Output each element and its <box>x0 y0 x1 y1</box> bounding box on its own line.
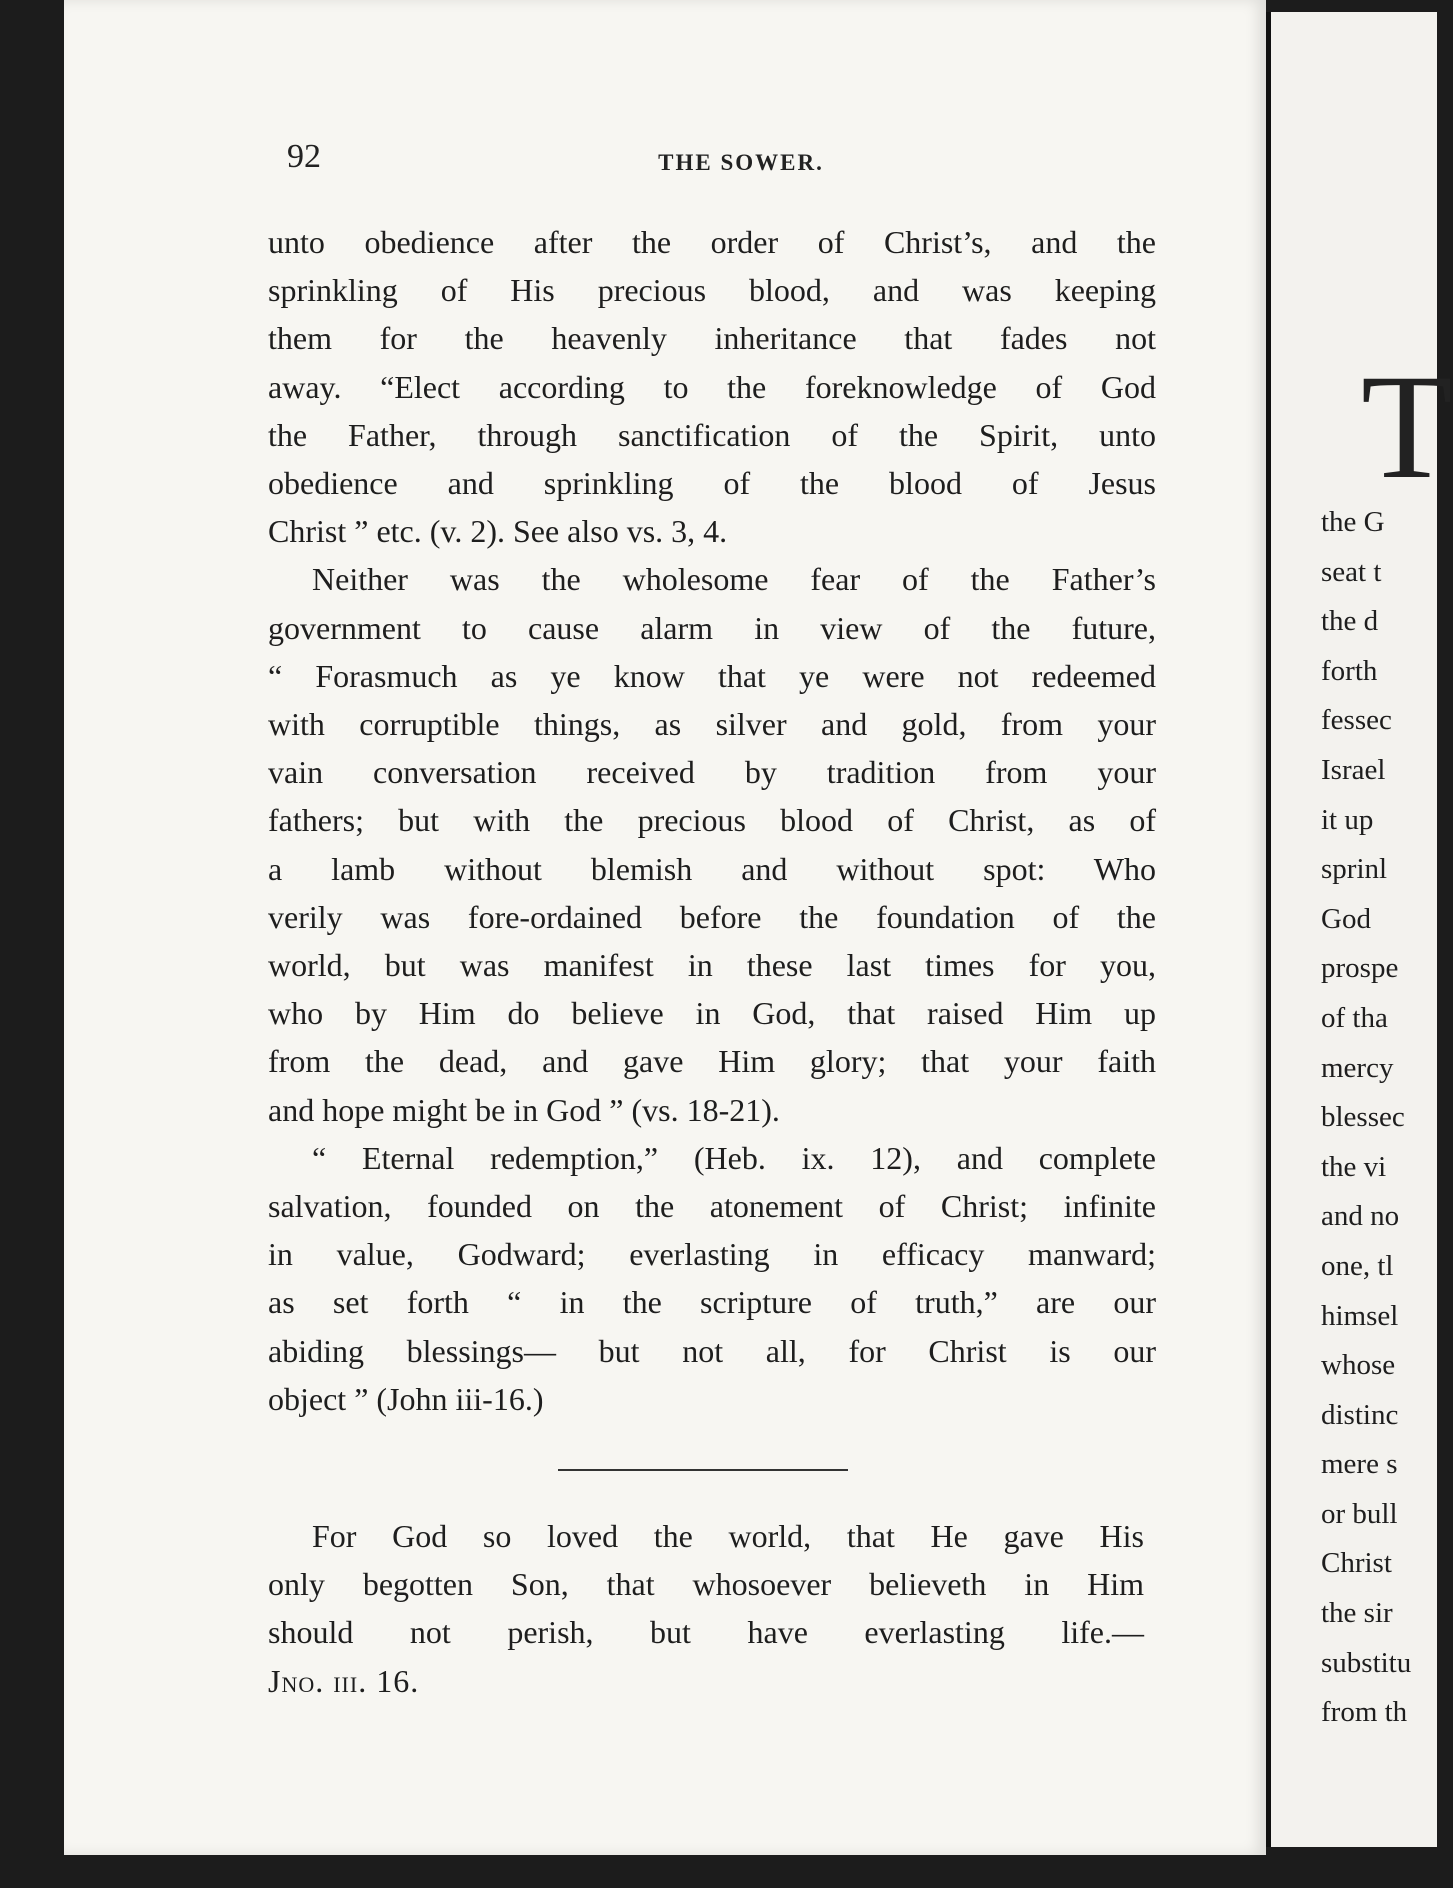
paragraph <box>268 555 1156 1133</box>
text-fragment: forth <box>1321 654 1378 687</box>
text-line: a lamb without blemish and without spot: Who <box>268 850 1156 887</box>
text-fragment: or bull <box>1321 1497 1398 1530</box>
text-fragment: it up <box>1321 803 1374 836</box>
text-line: who by Him do believe in God, that raised Him up <box>268 995 1156 1032</box>
text-fragment: mercy <box>1321 1051 1394 1084</box>
verse-line: should not perish, but have everlasting life.— <box>268 1614 1144 1651</box>
text-line: away. “Elect according to the foreknowledge of God <box>268 368 1156 405</box>
text-fragment: sprinl <box>1321 853 1388 886</box>
text-line: world, but was manifest in these last times for you, <box>268 947 1156 984</box>
text-fragment: and no <box>1321 1200 1400 1233</box>
text-line: salvation, founded on the atonement of Christ; infinite <box>268 1188 1156 1225</box>
text-fragment: mere s <box>1321 1448 1398 1481</box>
text-fragment: one, tl <box>1321 1249 1394 1282</box>
text-line: Neither was the wholesome fear of the Father’s <box>312 561 1156 598</box>
verse-line: For God so loved the world, that He gave His <box>312 1518 1144 1554</box>
right-page <box>1266 12 1453 1847</box>
text-fragment: whose <box>1321 1349 1396 1382</box>
right-page-text <box>1321 498 1411 1738</box>
text-line: verily was fore-ordained before the foundation of the <box>268 898 1156 935</box>
text-fragment: substitu <box>1321 1646 1412 1679</box>
text-fragment: the vi <box>1321 1150 1387 1183</box>
text-line: sprinkling of His precious blood, and was keeping <box>268 272 1156 309</box>
text-line: them for the heavenly inheritance that fades not <box>268 320 1156 357</box>
text-fragment: Christ <box>1321 1547 1392 1580</box>
text-line: and hope might be in God ” (vs. 18-21). <box>268 1091 780 1128</box>
paragraph <box>268 218 1156 555</box>
text-line: as set forth “ in the scripture of truth,” are our <box>268 1284 1156 1321</box>
text-fragment: Israel <box>1321 753 1386 786</box>
text-fragment: himsel <box>1321 1299 1399 1332</box>
text-fragment: the sir <box>1321 1597 1393 1630</box>
verse-line: only begotten Son, that whosoever believeth in Him <box>268 1566 1144 1603</box>
text-line: fathers; but with the precious blood of Christ, as of <box>268 802 1156 839</box>
text-line: government to cause alarm in view of the future, <box>268 609 1156 646</box>
text-fragment: distinc <box>1321 1398 1399 1431</box>
scripture-verse <box>268 1512 1144 1705</box>
text-fragment: from th <box>1321 1696 1408 1729</box>
text-line: unto obedience after the order of Christ’s, and the <box>268 224 1156 260</box>
text-fragment: fessec <box>1321 704 1392 737</box>
text-line: from the dead, and gave Him glory; that your faith <box>268 1043 1156 1080</box>
section-divider <box>558 1469 848 1471</box>
text-fragment: the d <box>1321 605 1379 638</box>
body-text <box>268 218 1156 1423</box>
verse-reference: Jno. iii. 16. <box>268 1662 420 1699</box>
text-line: the Father, through sanctification of the Spirit, unto <box>268 416 1156 453</box>
text-fragment: of tha <box>1321 1001 1388 1034</box>
running-head: THE SOWER. <box>658 150 824 175</box>
drop-cap: T <box>1361 344 1453 510</box>
text-line: Christ ” etc. (v. 2). See also vs. 3, 4. <box>268 513 728 550</box>
text-line: in value, Godward; everlasting in efficacy manward; <box>268 1236 1156 1273</box>
text-fragment: blessec <box>1321 1101 1405 1134</box>
text-line: “ Eternal redemption,” (Heb. ix. 12), and complete <box>312 1139 1156 1176</box>
page-number: 92 <box>287 138 321 175</box>
text-fragment: the G <box>1321 506 1385 538</box>
text-line: with corruptible things, as silver and gold, from your <box>268 706 1156 743</box>
text-fragment: seat t <box>1321 555 1382 588</box>
text-line: abiding blessings— but not all, for Christ is our <box>268 1332 1156 1369</box>
text-fragment: God <box>1321 902 1371 935</box>
text-fragment: prospe <box>1321 952 1399 985</box>
text-line: “ Forasmuch as ye know that ye were not redeemed <box>268 657 1156 694</box>
text-line: vain conversation received by tradition from your <box>268 754 1156 791</box>
text-line: object ” (John iii-16.) <box>268 1380 544 1417</box>
text-line: obedience and sprinkling of the blood of Jesus <box>268 465 1156 502</box>
paragraph <box>268 1134 1156 1423</box>
page-header <box>287 138 1155 178</box>
